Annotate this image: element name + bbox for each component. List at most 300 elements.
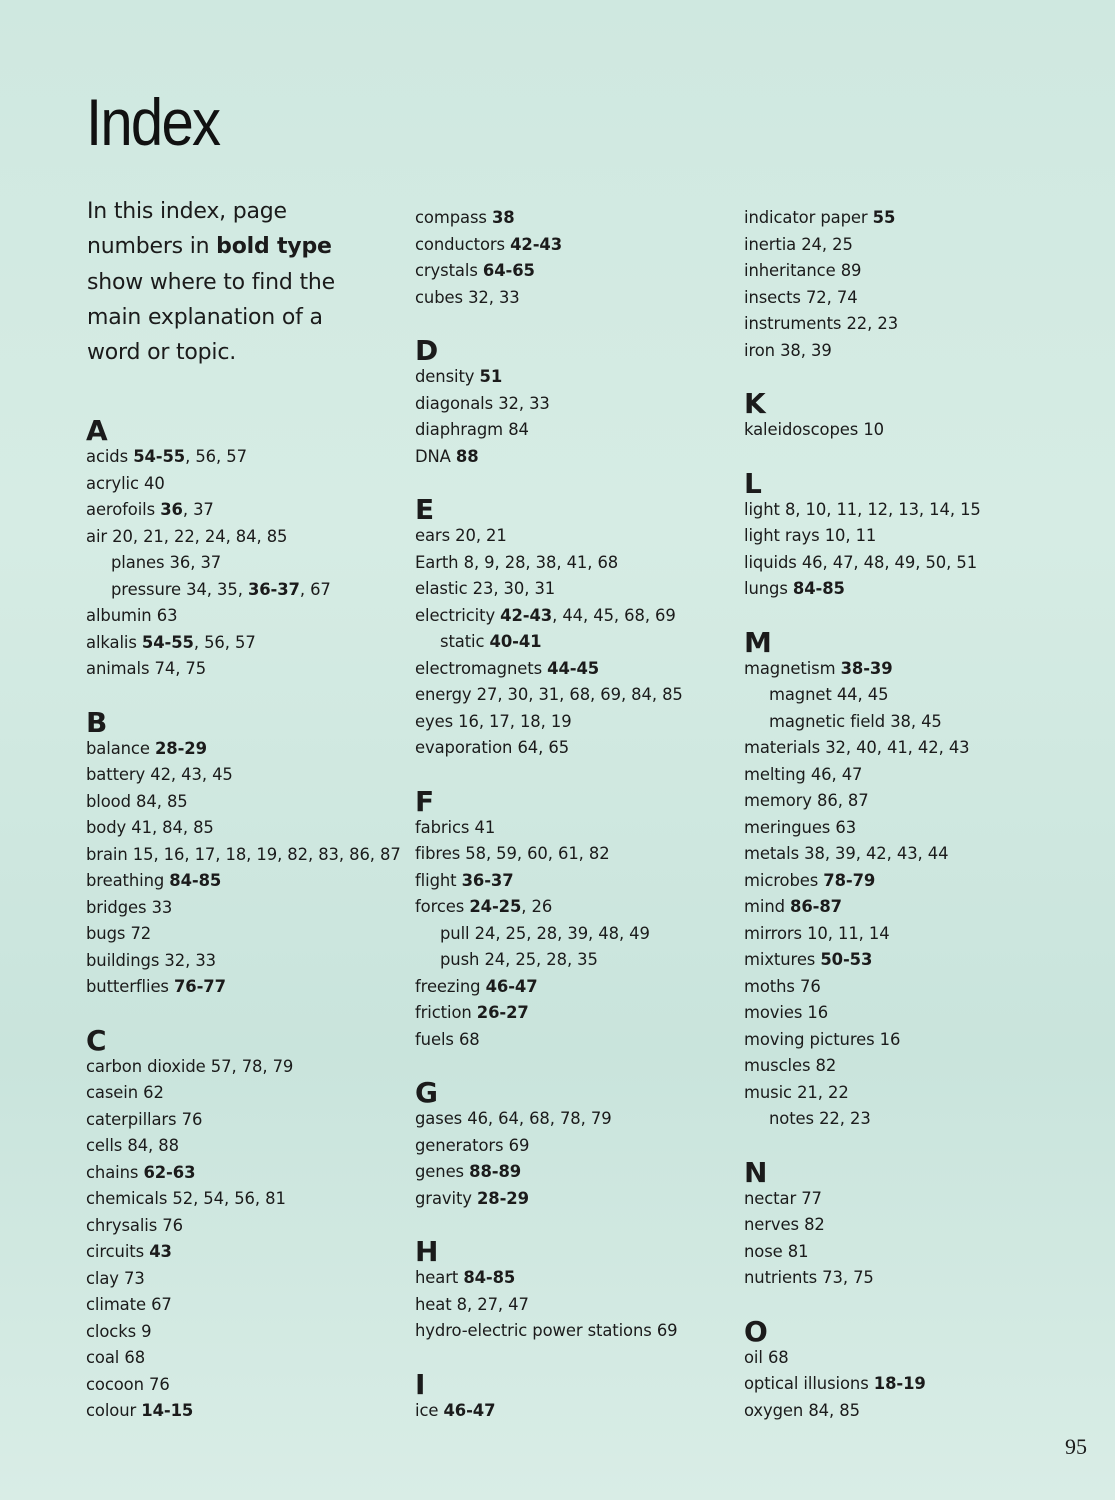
index-term: colour (86, 1401, 137, 1420)
index-term: memory (744, 791, 812, 810)
page-ref: 68 (458, 1029, 480, 1049)
index-entry (744, 818, 856, 838)
page-ref: 72 (130, 924, 152, 943)
page-ref: 17 (489, 711, 510, 731)
index-term: inertia (744, 234, 797, 254)
page-ref: 84 (631, 685, 652, 704)
index-term: mind (744, 897, 785, 916)
index-entry (86, 1375, 170, 1395)
index-entry (744, 1215, 825, 1235)
index-entry: fibres 58, 59, 60, 61, 82 (415, 844, 610, 863)
page-ref: 15 (960, 499, 981, 519)
page-ref: 30 (507, 685, 529, 704)
index-term: inheritance (744, 261, 836, 280)
index-entry: electricity 42-43, 44, 45, 68, 69 (415, 605, 676, 625)
index-entry: mirrors 10, 11, 14 (744, 923, 890, 943)
page-ref: 79 (272, 1056, 294, 1076)
index-entry (86, 1083, 164, 1103)
index-term: mixtures (744, 950, 816, 969)
page-ref: 22 (846, 314, 868, 333)
index-term: animals (86, 659, 150, 678)
index-letter-f: F (415, 784, 435, 818)
index-term: casein (86, 1083, 139, 1102)
page-ref-main: 46-47 (443, 1400, 496, 1420)
index-entry (86, 1269, 145, 1289)
page-ref: 58 (465, 844, 486, 863)
index-term: heart (415, 1268, 459, 1287)
index-term: bridges (86, 897, 147, 917)
page-ref: 28 (546, 950, 567, 969)
page-ref: 9 (141, 1321, 152, 1341)
page-ref: 33 (498, 287, 520, 307)
page-ref: 84 (235, 526, 257, 546)
page-ref: 24 (484, 950, 506, 969)
page-ref: 64 (498, 1109, 519, 1128)
page-ref: 82 (815, 1056, 837, 1075)
page-ref: 43 (896, 844, 918, 863)
page-ref-main: 84-85 (169, 871, 222, 890)
index-entry: elastic 23, 30, 31 (415, 579, 556, 598)
page-ref: 48 (863, 552, 885, 572)
index-entry: iron 38, 39 (744, 340, 832, 360)
page-ref: 32 (164, 950, 186, 970)
index-term: nectar (744, 1188, 797, 1208)
index-letter-m: M (744, 625, 772, 659)
page-ref: 87 (380, 844, 401, 864)
page-ref: 14 (929, 499, 950, 519)
index-term: oxygen (744, 1400, 804, 1420)
page-ref: 16 (458, 711, 479, 731)
page-ref: 33 (151, 897, 173, 917)
index-term: breathing (86, 871, 165, 890)
page-ref-main: 50-53 (820, 950, 873, 969)
page-ref: 22 (828, 1082, 849, 1102)
page-ref: 8 (463, 552, 474, 572)
index-entry: ears 20, 21 (415, 526, 507, 545)
index-term: diaphragm (415, 420, 504, 439)
page-ref: 44 (836, 685, 858, 704)
index-term: caterpillars (86, 1109, 177, 1129)
index-term: planes (111, 553, 165, 572)
page-ref: 41 (131, 818, 152, 837)
page-ref: 45 (867, 685, 889, 704)
page-ref: 28 (504, 552, 526, 572)
index-entry: energy 27, 30, 31, 68, 69, 84, 85 (415, 685, 683, 704)
index-entry (86, 474, 165, 494)
index-subentry (440, 632, 541, 652)
index-entry (744, 420, 884, 440)
page-ref: 43 (948, 738, 970, 757)
index-term: genes (415, 1162, 465, 1181)
page-ref: 85 (193, 818, 214, 837)
page-ref-main: 40-41 (489, 632, 542, 651)
page-ref-main: 86-87 (790, 897, 842, 916)
page-ref-main: 36-37 (247, 579, 300, 599)
index-entry (744, 977, 821, 997)
page-ref: 24 (204, 526, 226, 546)
page-ref: 86 (349, 844, 370, 864)
index-entry (744, 950, 872, 970)
index-entry: instruments 22, 23 (744, 314, 899, 333)
page-ref: 46 (810, 764, 832, 784)
page-ref: 84 (508, 420, 529, 439)
page-ref: 32 (498, 393, 519, 413)
page-ref: 44 (562, 605, 583, 625)
index-entry (415, 818, 495, 838)
page-ref: 52 (172, 1189, 194, 1208)
page-ref: 69 (656, 1321, 678, 1340)
index-entry: buildings 32, 33 (86, 950, 216, 970)
page-ref: 38 (890, 711, 911, 731)
page-ref: 63 (835, 817, 857, 837)
page-ref-main: 42-43 (510, 234, 563, 254)
index-term: mirrors (744, 923, 802, 943)
index-term: diagonals (415, 393, 494, 413)
index-entry: liquids 46, 47, 48, 49, 50, 51 (744, 552, 978, 572)
page-ref-main: 78-79 (823, 870, 876, 890)
index-term: iron (744, 340, 775, 360)
page-ref: 68 (124, 1348, 146, 1367)
page-ref: 54 (203, 1189, 224, 1208)
page-ref: 32 (468, 287, 489, 307)
page-ref: 11 (838, 923, 859, 943)
index-subentry: magnet 44, 45 (769, 685, 889, 704)
index-letter-k: K (744, 387, 766, 420)
index-term: fuels (415, 1029, 454, 1049)
index-entry (415, 447, 479, 467)
page-ref-main: 18-19 (873, 1374, 926, 1393)
index-term: chrysalis (86, 1215, 158, 1235)
index-term: indicator paper (744, 208, 868, 227)
page-ref-main: 36-37 (461, 870, 514, 890)
index-entry: forces 24-25, 26 (415, 897, 553, 916)
index-term: magnetism (744, 658, 836, 678)
index-term: music (744, 1082, 792, 1102)
index-entry: music 21, 22 (744, 1082, 849, 1102)
index-entry: light 8, 10, 11, 12, 13, 14, 15 (744, 499, 981, 519)
index-term: blood (86, 791, 131, 811)
index-term: ears (415, 526, 451, 545)
index-entry (744, 1003, 828, 1023)
page-ref: 11 (836, 499, 858, 519)
page-ref: 81 (787, 1241, 809, 1261)
index-term: energy (415, 685, 472, 704)
page-ref: 37 (193, 500, 214, 519)
page-ref: 8 (456, 1294, 468, 1314)
page-ref: 85 (839, 1400, 860, 1420)
index-entry: materials 32, 40, 41, 42, 43 (744, 738, 970, 757)
page-ref: 62 (143, 1083, 164, 1102)
index-term: butterflies (86, 977, 169, 996)
index-term: brain (86, 844, 128, 864)
page-ref: 84 (162, 818, 183, 837)
page-ref: 63 (156, 606, 178, 625)
page-ref: 84 (136, 791, 157, 811)
page-ref: 28 (536, 923, 558, 943)
index-subentry: notes 22, 23 (769, 1109, 871, 1128)
index-term: magnetic field (769, 711, 886, 731)
page-ref-main: 54-55 (141, 632, 194, 652)
page-ref: 68 (597, 552, 619, 572)
index-entry: insects 72, 74 (744, 287, 858, 307)
page-ref: 59 (496, 844, 517, 863)
page-ref: 69 (655, 605, 676, 625)
index-term: circuits (86, 1242, 145, 1261)
page-ref: 23 (877, 314, 899, 333)
index-term: elastic (415, 579, 468, 598)
index-term: movies (744, 1003, 803, 1022)
page-ref: 85 (662, 685, 683, 704)
page-ref-main: 51 (479, 367, 503, 386)
page-ref: 64 (517, 738, 539, 757)
index-term: electricity (415, 605, 496, 625)
index-term: conductors (415, 234, 505, 254)
index-term: clay (86, 1268, 119, 1288)
page-ref: 39 (810, 340, 832, 360)
page-ref: 26 (531, 897, 553, 916)
index-term: moving pictures (744, 1029, 875, 1049)
index-entry (744, 1348, 789, 1368)
index-entry (744, 579, 845, 599)
page-ref-main: 36 (160, 500, 183, 519)
index-term: balance (86, 738, 150, 758)
index-term: density (415, 367, 475, 386)
page-ref: 25 (505, 923, 527, 943)
page-ref: 16 (879, 1029, 901, 1049)
index-subentry: pressure 34, 35, 36-37, 67 (111, 579, 331, 599)
index-term: chemicals (86, 1189, 168, 1208)
index-entry (744, 1374, 926, 1394)
page-ref-main: 14-15 (141, 1401, 194, 1420)
page-ref-main: 84-85 (463, 1268, 516, 1287)
index-entry: blood 84, 85 (86, 791, 188, 811)
index-term: insects (744, 287, 801, 307)
page-ref: 34 (186, 579, 207, 599)
index-entry (86, 1216, 183, 1236)
index-term: ice (415, 1400, 439, 1420)
index-subentry: magnetic field 38, 45 (769, 711, 942, 731)
index-entry (415, 977, 538, 997)
index-term: nose (744, 1241, 783, 1261)
index-entry (415, 1030, 480, 1050)
page-ref: 33 (195, 950, 216, 970)
page-ref: 39 (835, 844, 856, 863)
page-ref: 14 (868, 923, 890, 943)
page-ref: 45 (212, 765, 233, 784)
page-ref: 74 (154, 659, 176, 678)
index-entry: animals 74, 75 (86, 659, 207, 678)
index-term: kaleidoscopes (744, 420, 859, 439)
index-entry: cubes 32, 33 (415, 287, 520, 307)
page-ref: 44 (927, 844, 949, 863)
page-ref: 69 (508, 1135, 530, 1155)
page-ref: 68 (569, 685, 591, 704)
page-ref: 42 (865, 844, 887, 863)
index-entry (744, 1056, 836, 1076)
index-letter-e: E (415, 493, 435, 526)
index-entry: eyes 16, 17, 18, 19 (415, 711, 572, 731)
index-entry (86, 898, 172, 918)
index-term: nerves (744, 1215, 799, 1234)
index-entry (86, 1110, 202, 1130)
page-ref: 85 (266, 526, 288, 546)
page-ref: 18 (519, 711, 541, 731)
index-term: hydro-electric power stations (415, 1321, 652, 1340)
page-ref-main: 24-25 (469, 897, 522, 916)
index-term: freezing (415, 976, 481, 996)
index-entry: evaporation 64, 65 (415, 738, 570, 757)
page-ref: 82 (588, 844, 610, 863)
page-ref: 10 (863, 420, 884, 439)
page-ref: 68 (767, 1347, 789, 1367)
index-entry: light rays 10, 11 (744, 526, 877, 545)
index-letter-i: I (415, 1367, 426, 1401)
page-ref: 38 (780, 340, 801, 360)
index-term: melting (744, 764, 806, 784)
page-ref: 84 (127, 1136, 149, 1155)
index-term: Earth (415, 552, 459, 572)
index-letter-l: L (744, 466, 762, 500)
page-ref: 45 (921, 711, 942, 731)
index-entry (86, 739, 207, 759)
index-entry (415, 261, 535, 281)
page-ref: 89 (840, 261, 862, 280)
page-ref: 81 (265, 1189, 286, 1208)
index-letter-c: C (86, 1023, 107, 1057)
index-entry (415, 420, 529, 440)
page-ref: 78 (559, 1109, 581, 1128)
index-term: carbon dioxide (86, 1056, 206, 1076)
page-ref-main: 28-29 (154, 738, 207, 758)
index-entry (744, 1189, 822, 1209)
index-entry: acids 54-55, 56, 57 (86, 447, 247, 466)
page-ref: 48 (598, 923, 619, 943)
index-term: albumin (86, 606, 152, 625)
page-ref: 43 (181, 765, 202, 784)
page-ref: 32 (825, 738, 846, 757)
intro-text (87, 194, 357, 370)
index-entry (744, 261, 861, 281)
index-entry (86, 1242, 172, 1262)
page-ref: 37 (200, 553, 222, 572)
index-letter-n: N (744, 1155, 768, 1189)
index-entry (86, 1322, 152, 1342)
page-ref: 56 (195, 447, 217, 466)
index-term: pressure (111, 579, 181, 599)
index-term: heat (415, 1294, 452, 1314)
index-entry (415, 1189, 529, 1209)
index-term: optical illusions (744, 1374, 869, 1393)
index-term: push (440, 950, 480, 969)
page-ref: 69 (600, 685, 621, 704)
index-term: flight (415, 870, 457, 890)
index-entry (86, 977, 226, 997)
index-term: fibres (415, 844, 461, 863)
page-ref: 10 (824, 526, 846, 545)
page-ref: 40 (144, 473, 165, 493)
index-term: acids (86, 447, 129, 466)
index-entry (415, 871, 514, 891)
page-ref: 75 (853, 1268, 874, 1287)
index-term: instruments (744, 314, 842, 333)
index-entry (415, 659, 599, 679)
index-letter-h: H (415, 1235, 439, 1268)
page-ref-main: 26-27 (476, 1003, 529, 1022)
page-ref: 36 (169, 553, 191, 572)
index-subentry: planes 36, 37 (111, 553, 222, 572)
page-ref: 13 (898, 499, 919, 519)
index-entry: melting 46, 47 (744, 764, 863, 784)
page-ref: 18 (225, 844, 247, 864)
page-ref-main: 43 (149, 1242, 172, 1261)
index-term: eyes (415, 711, 454, 731)
index-entry: aerofoils 36, 37 (86, 500, 214, 519)
index-term: evaporation (415, 738, 513, 757)
index-term: body (86, 818, 127, 837)
page-ref: 27 (477, 1294, 498, 1314)
page-ref: 56 (234, 1189, 255, 1208)
page-ref: 10 (807, 923, 828, 943)
index-entry: diagonals 32, 33 (415, 393, 550, 413)
index-term: friction (415, 1003, 472, 1022)
index-term: compass (415, 208, 487, 227)
index-entry: air 20, 21, 22, 24, 84, 85 (86, 526, 288, 546)
index-term: buildings (86, 950, 160, 970)
index-letter-d: D (415, 334, 439, 367)
page-ref: 25 (515, 950, 537, 969)
index-entry (415, 1401, 495, 1421)
page-ref: 23 (850, 1109, 871, 1128)
index-term: light (744, 499, 780, 519)
index-term: air (86, 526, 108, 546)
page-ref-main: 28-29 (477, 1188, 529, 1208)
index-term: climate (86, 1295, 146, 1314)
index-entry: inertia 24, 25 (744, 234, 853, 254)
page-ref: 33 (529, 393, 550, 413)
page-ref: 86 (817, 791, 838, 810)
page-ref: 41 (566, 552, 588, 572)
page-ref: 47 (841, 764, 863, 784)
index-entry: heat 8, 27, 47 (415, 1294, 529, 1314)
index-term: notes (769, 1109, 814, 1128)
intro-text-bold: bold type (216, 234, 332, 260)
page-ref: 12 (867, 499, 889, 519)
intro-text-end: show where to find the main explanation of a word or topic. (87, 269, 335, 366)
index-term: clocks (86, 1321, 137, 1341)
index-term: magnet (769, 685, 832, 704)
page-ref: 16 (807, 1003, 829, 1022)
index-term: battery (86, 765, 146, 784)
page-ref: 17 (194, 844, 216, 864)
index-term: bugs (86, 924, 126, 943)
page-ref: 84 (808, 1400, 829, 1420)
index-term: generators (415, 1135, 504, 1155)
page-ref: 49 (629, 923, 650, 943)
index-entry (415, 1003, 529, 1023)
page-title: Index (86, 85, 220, 159)
page-ref: 60 (527, 844, 548, 863)
index-term: static (440, 632, 485, 651)
page-ref: 10 (805, 499, 827, 519)
page-ref: 57 (226, 447, 247, 466)
index-entry (86, 924, 151, 944)
page-ref-main: 64-65 (482, 261, 535, 280)
index-subentry: push 24, 25, 28, 35 (440, 950, 598, 969)
index-entry: metals 38, 39, 42, 43, 44 (744, 844, 949, 863)
page-ref: 35 (577, 950, 598, 969)
page-ref: 72 (805, 287, 827, 307)
index-entry: body 41, 84, 85 (86, 818, 214, 837)
